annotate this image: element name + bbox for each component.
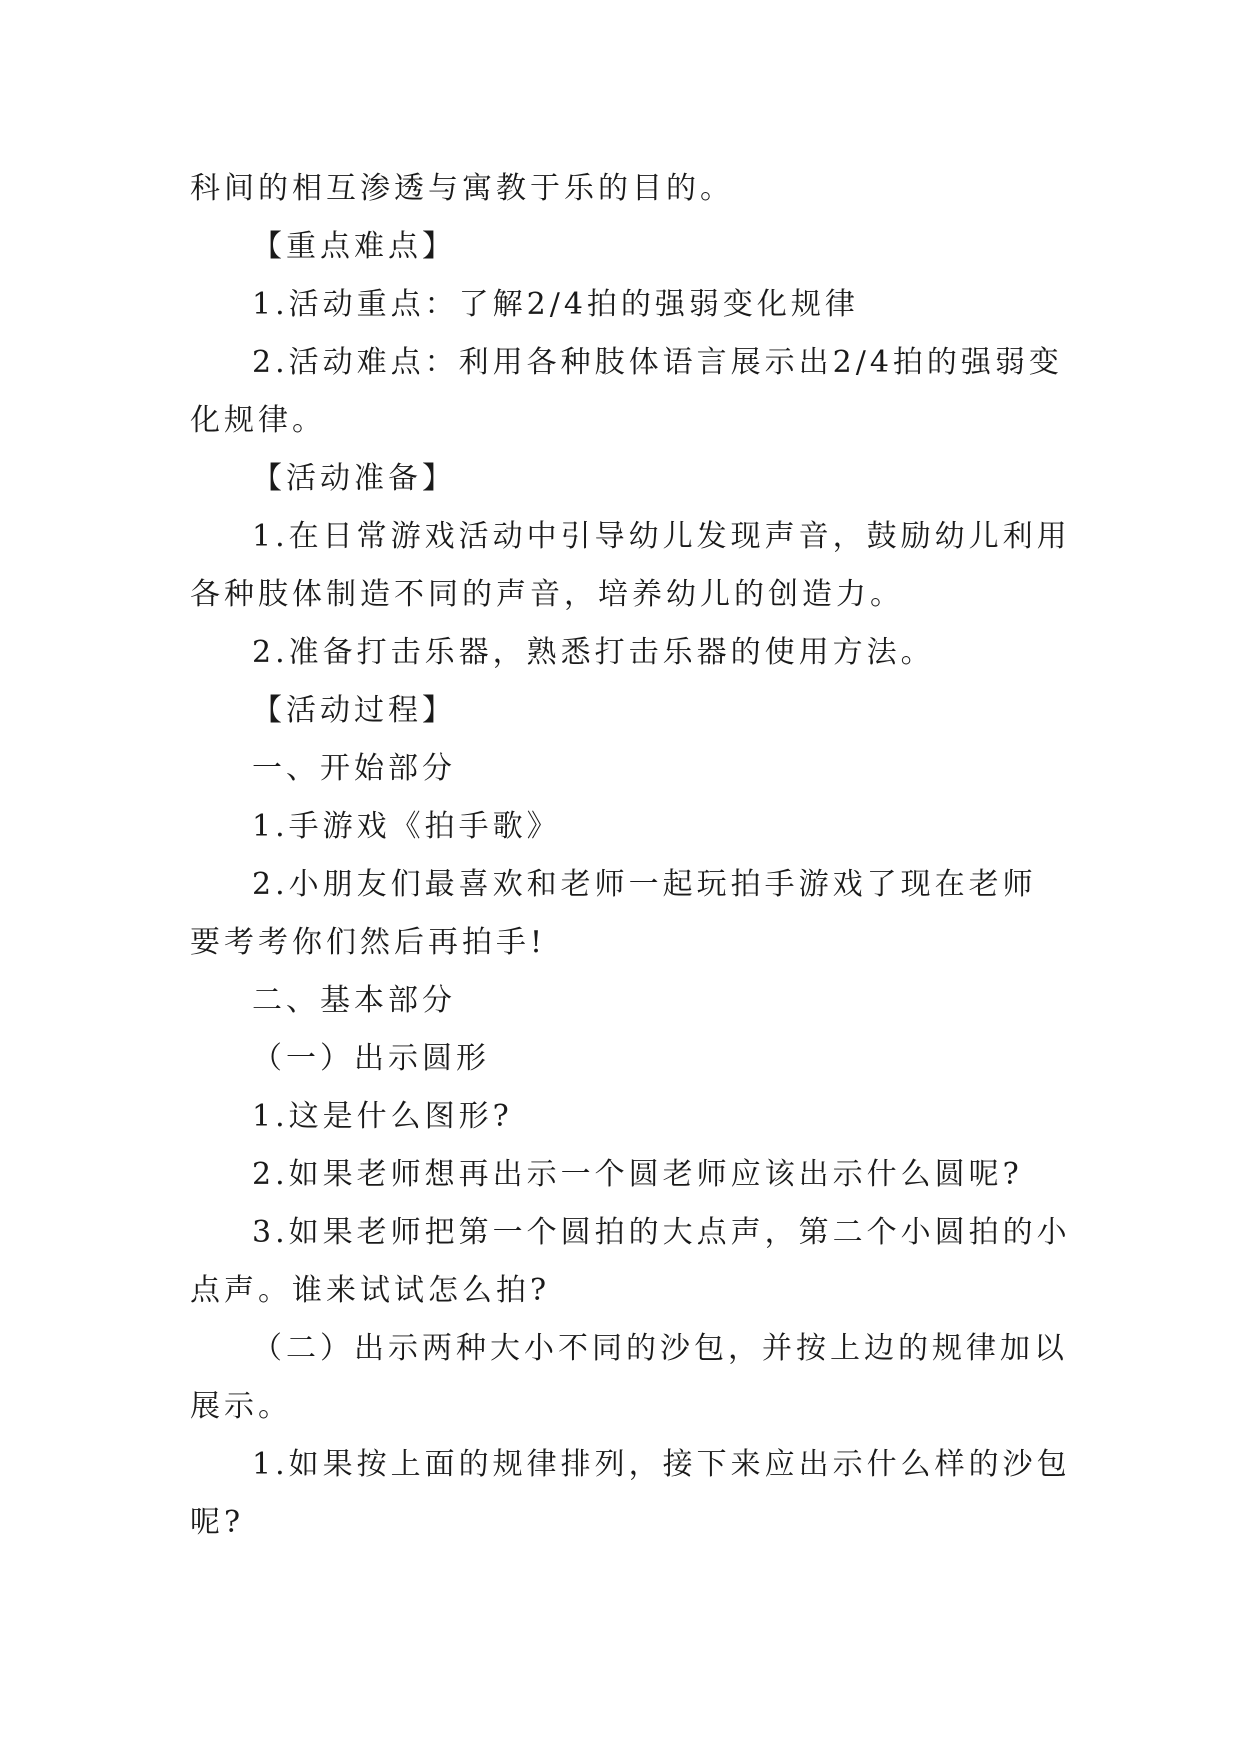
- paragraph-line: 展示。: [190, 1389, 292, 1424]
- subheading-circle: （一）出示圆形: [252, 1041, 490, 1076]
- section-heading-key-points: 【重点难点】: [252, 229, 456, 264]
- paragraph-line: 各种肢体制造不同的声音，培养幼儿的创造力。: [190, 577, 904, 612]
- subheading-start: 一、开始部分: [252, 751, 456, 786]
- paragraph-line: 要考考你们然后再拍手!: [190, 925, 547, 960]
- paragraph-line: 1.活动重点：了解2/4拍的强弱变化规律: [252, 287, 859, 322]
- paragraph-line: 2.小朋友们最喜欢和老师一起玩拍手游戏了现在老师: [252, 867, 1037, 902]
- subheading-sandbags: （二）出示两种大小不同的沙包，并按上边的规律加以: [252, 1331, 1068, 1366]
- subheading-basic: 二、基本部分: [252, 983, 456, 1018]
- section-heading-process: 【活动过程】: [252, 693, 456, 728]
- paragraph-line: 1.如果按上面的规律排列，接下来应出示什么样的沙包: [252, 1447, 1071, 1482]
- paragraph-line: 1.在日常游戏活动中引导幼儿发现声音，鼓励幼儿利用: [252, 519, 1071, 554]
- paragraph-line: 1.手游戏《拍手歌》: [252, 809, 561, 844]
- paragraph-line: 1.这是什么图形?: [252, 1099, 513, 1134]
- paragraph-line: 2.如果老师想再出示一个圆老师应该出示什么圆呢?: [252, 1157, 1023, 1192]
- paragraph-line: 科间的相互渗透与寓教于乐的目的。: [190, 171, 734, 206]
- paragraph-line: 点声。谁来试试怎么拍?: [190, 1273, 551, 1308]
- paragraph-line: 2.准备打击乐器，熟悉打击乐器的使用方法。: [252, 635, 935, 670]
- paragraph-line: 呢?: [190, 1505, 245, 1540]
- document-body: [190, 160, 1071, 1552]
- paragraph-line: 化规律。: [190, 403, 326, 438]
- section-heading-preparation: 【活动准备】: [252, 461, 456, 496]
- paragraph-line: 2.活动难点：利用各种肢体语言展示出2/4拍的强弱变: [252, 345, 1063, 380]
- paragraph-line: 3.如果老师把第一个圆拍的大点声，第二个小圆拍的小: [252, 1215, 1071, 1250]
